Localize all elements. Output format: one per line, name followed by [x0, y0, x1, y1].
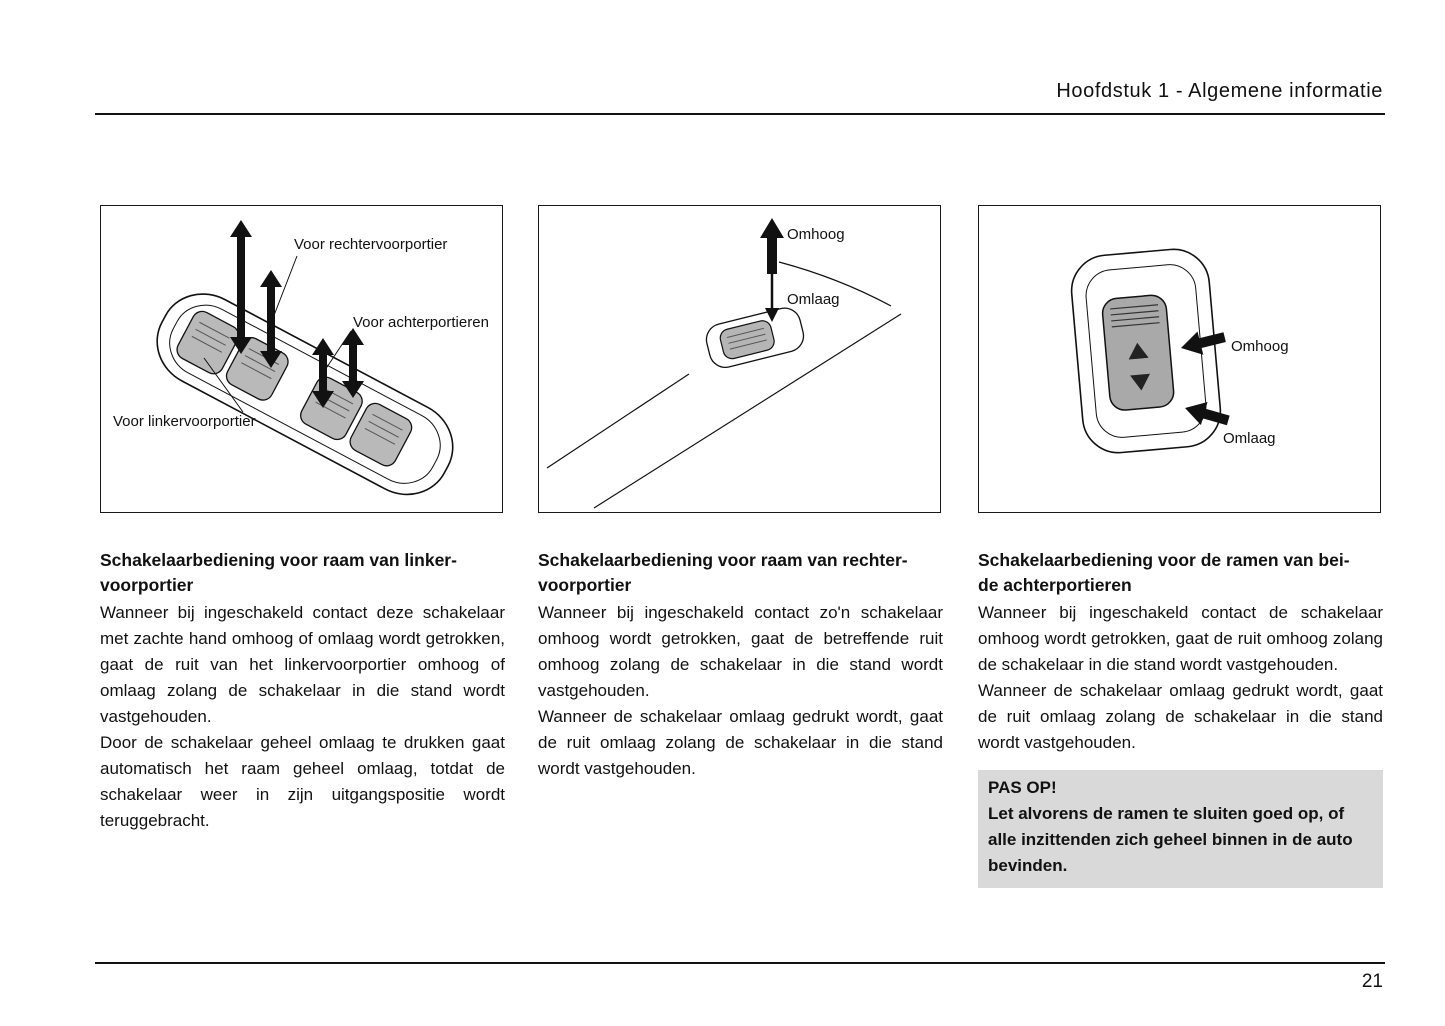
warning-title: PAS OP! [988, 778, 1057, 797]
label-up: Omhoog [787, 226, 845, 243]
column-rear-windows [978, 548, 1383, 888]
switch-bezel [703, 305, 807, 371]
figure-rocker-switch [978, 205, 1381, 513]
figure-single-switch [538, 205, 941, 513]
warning-body: Let alvorens de ramen te sluiten goed op, of alle inzittenden zich geheel binnen in de auto bevinden. [988, 804, 1353, 875]
label-right-front-door: Voor rechtervoorportier [294, 236, 448, 253]
title-line-1: Schakelaarbediening voor raam van rechter- [538, 550, 908, 570]
column-title [100, 548, 505, 598]
label-rear-doors: Voor achterportieren [353, 314, 489, 331]
title-line-2: voorportier [538, 575, 632, 595]
label-down: Omlaag [787, 291, 840, 308]
column-left-front-window [100, 548, 505, 834]
paragraph: Wanneer bij ingeschakeld contact zo'n schakelaar omhoog wordt getrokken, gaat de betreffende ruit omhoog zolang de schakelaar in die stand wordt vastgehouden. [538, 603, 943, 700]
figure-door-switch-panel [100, 205, 503, 513]
warning-box [978, 770, 1383, 888]
title-line-1: Schakelaarbediening voor de ramen van bei- [978, 550, 1350, 570]
chapter-header: Hoofdstuk 1 - Algemene informatie [1056, 80, 1383, 102]
rocker-switch-drawing [979, 206, 1382, 514]
paragraph: Wanneer de schakelaar omlaag gedrukt wordt, gaat de ruit omlaag zolang de schakelaar in die stand wordt vastgehouden. [538, 707, 943, 778]
column-title [978, 548, 1383, 598]
header-rule [95, 113, 1385, 115]
label-down: Omlaag [1223, 430, 1276, 447]
title-line-1: Schakelaarbediening voor raam van linker- [100, 550, 457, 570]
page-number: 21 [1361, 971, 1383, 992]
column-title [538, 548, 943, 598]
single-switch-drawing [539, 206, 942, 514]
column-right-front-window [538, 548, 943, 782]
paragraph: Wanneer bij ingeschakeld contact de schakelaar omhoog wordt getrokken, gaat de ruit omhoog zolang de schakelaar in die stand wordt vastgehouden. [978, 603, 1383, 674]
footer-rule [95, 962, 1385, 964]
title-line-2: de achterportieren [978, 575, 1132, 595]
label-left-front-door: Voor linkervoorportier [113, 413, 256, 430]
paragraph: Wanneer bij ingeschakeld contact deze schakelaar met zachte hand omhoog of omlaag wordt getrokken, gaat de ruit van het linkervoorportier omhoog of omlaag zolang de schakelaar in die stand wordt vastgehouden. [100, 603, 505, 726]
paragraph: Door de schakelaar geheel omlaag te drukken gaat automatisch het raam geheel omlaag, totdat de schakelaar weer in zijn uitgangspositie wordt teruggebracht. [100, 733, 505, 830]
paragraph: Wanneer de schakelaar omlaag gedrukt wordt, gaat de ruit omlaag zolang de schakelaar in die stand wordt vastgehouden. [978, 681, 1383, 752]
label-up: Omhoog [1231, 338, 1289, 355]
title-line-2: voorportier [100, 575, 194, 595]
up-down-arrow [760, 218, 784, 322]
door-contour-lines [547, 262, 901, 508]
